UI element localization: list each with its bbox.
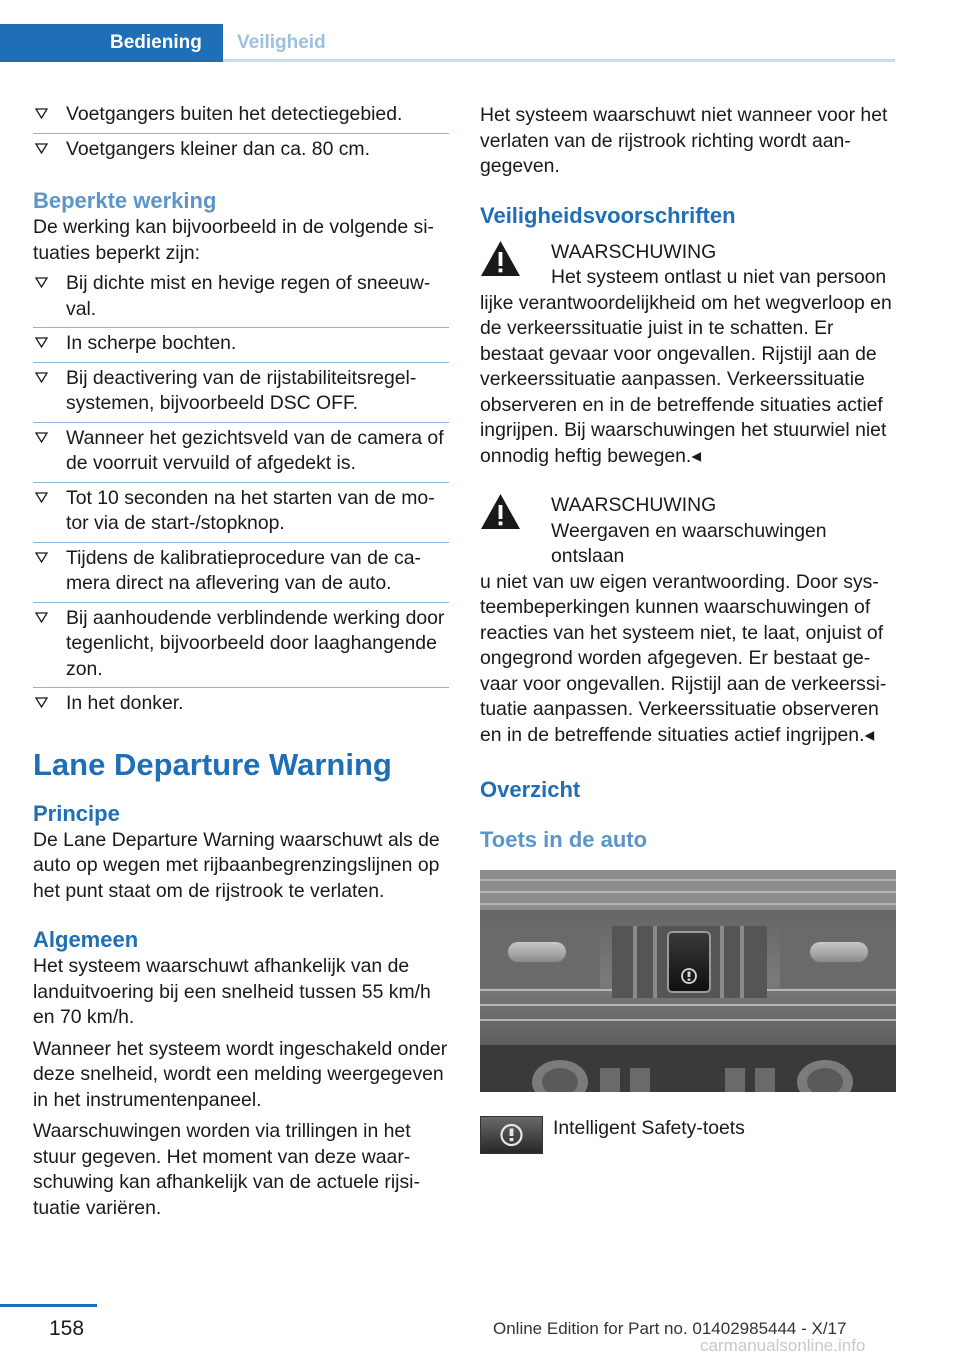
triangle-bullet-icon [35,337,48,348]
triangle-bullet-icon [35,432,48,443]
tab-veiligheid[interactable]: Veiligheid [237,32,326,53]
warning-text-first-line: Het systeem ontlast u niet van persoon [551,266,887,288]
warning-text-first-line: Weergaven en waarschuwingen ontslaan [551,519,827,567]
list-item: Voetgangers buiten het detectiegebied. [33,99,449,134]
page-number: 158 [49,1317,85,1340]
general-paragraph-1: Het systeem waarschuwt afhankelijk van de landuitvoering bij een snelheid tussen 55 km/h en 70 km/h. [33,955,431,1028]
caption-row [480,1116,898,1158]
warning-title: WAARSCHUWING [551,240,717,263]
limited-operation-heading: Beperkte werking [33,188,217,213]
signal-note: Het systeem waarschuwt niet wanneer voor het verlaten van de rijstrook richting wordt aangegeven. [480,104,888,177]
general-paragraph-3: Waarschuwingen worden via trillingen in het stuur gegeven. Het moment van deze waarschuwing kan afhankelijk van de actuele rijsituatie variëren. [33,1120,420,1219]
triangle-bullet-icon [35,143,48,154]
triangle-bullet-icon [35,492,48,503]
general-paragraph-2: Wanneer het systeem wordt ingeschakeld onder deze snelheid, wordt een melding weergegeven in het instrumentenpaneel. [33,1037,448,1111]
warning-block-1 [480,240,898,470]
list-item: Wanneer het gezichtsveld van de camera of de voorruit vervuild of afgedekt is. [33,423,449,483]
limited-operation-intro: De werking kan bijvoorbeeld in de volgende situaties beperkt zijn: [33,216,434,264]
tab-bediening[interactable]: Bediening [0,24,223,62]
warning-block-2 [480,493,898,748]
warning-text: lijke verantwoordelijkheid om het wegverloop en de verkeerssituatie juist in te schatten. Er bestaat gevaar voor ongevallen. Rijstijl aan de verkeerssituatie aanpassen. Verkeerssituatie observeren en in de betreffende situaties actief ingrijpen. Bij waarschuwingen het stuurwiel niet onnodig heftig bewegen.◂ [480,291,892,467]
list-item: Tijdens de kalibratieprocedure van de camera direct na aflevering van de auto. [33,543,449,603]
watermark: carmanualsonline.info [700,1336,866,1355]
limited-operation-list [33,268,449,722]
left-column [33,104,449,1221]
triangle-bullet-icon [35,612,48,623]
triangle-bullet-icon [35,372,48,383]
list-item: In scherpe bochten. [33,328,449,363]
warning-title: WAARSCHUWING [551,494,717,516]
safety-heading: Veiligheidsvoorschriften [480,202,736,228]
triangle-bullet-icon [35,277,48,288]
principle-text: De Lane Departure Warning waarschuwt als de auto op wegen met rijbaanbegrenzingslijnen op het punt staat om de rijstrook te verlaten. [33,828,440,902]
triangle-bullet-icon [35,697,48,708]
general-heading: Algemeen [33,927,139,952]
edition-text: Online Edition for Part no. 01402985444 - X/17 [493,1319,847,1338]
warning-text: u niet van uw eigen verantwoording. Door systeembeperkingen kunnen waarschuwingen of reacties van het systeem niet, te laat, onjuist of ongegrond worden afgegeven. Er bestaat gevaar voor ongevallen. Rijstijl aan de verkeerssituatie aanpassen. Verkeerssituatie observeren en in de betreffende situaties actief ingrijpen.◂ [480,570,887,746]
warning-triangle-icon [480,240,521,277]
pedestrian-limit-list [33,99,449,167]
button-in-car-heading: Toets in de auto [480,827,648,852]
principle-heading: Principe [33,800,120,826]
warning-triangle-icon [480,493,521,530]
right-column [480,104,898,1158]
list-item: Voetgangers kleiner dan ca. 80 cm. [33,134,449,168]
section-title: Lane Departure Warning [33,746,392,782]
list-item: Bij aanhoudende verblindende werking door tegenlicht, bijvoorbeeld door laaghangende zon. [33,603,449,689]
button-caption: Intelligent Safety-toets [553,1117,745,1139]
triangle-bullet-icon [35,552,48,563]
list-item: Tot 10 seconden na het starten van de motor via de start-/stopknop. [33,483,449,543]
triangle-bullet-icon [35,108,48,119]
overview-heading: Overzicht [480,777,581,802]
list-item: Bij deactivering van de rijstabiliteitsregelsystemen, bijvoorbeeld DSC OFF. [33,363,449,423]
dashboard-button-photo [480,870,896,1092]
list-item: Bij dichte mist en hevige regen of sneeuwval. [33,268,449,328]
safety-button-symbol [480,1116,543,1154]
list-item: In het donker. [33,688,449,722]
header-tab-bar [0,24,895,62]
footer-rule [0,1304,97,1307]
